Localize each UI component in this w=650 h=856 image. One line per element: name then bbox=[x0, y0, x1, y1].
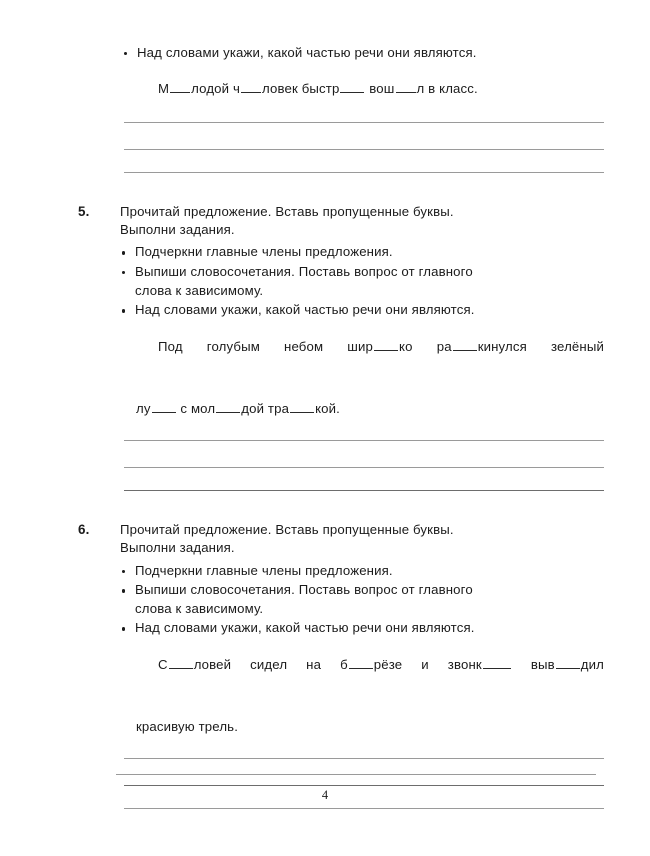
task-label-line-1: Выпиши словосочетания. Поставь вопрос от главного bbox=[135, 582, 473, 598]
spacer bbox=[78, 173, 604, 203]
blank-field[interactable] bbox=[340, 81, 364, 93]
spacer bbox=[78, 491, 604, 521]
exercise-6-sentence-line-2 bbox=[136, 711, 604, 742]
exercise-6-task-list bbox=[78, 562, 604, 638]
exercise-instruction-line-2: Выполни задания. bbox=[120, 222, 235, 237]
exercise-5-sentence-line-1 bbox=[136, 331, 604, 393]
task-label: Над словами укажи, какой частью речи они являются. bbox=[135, 620, 475, 636]
blank-field[interactable] bbox=[349, 657, 373, 669]
spacer bbox=[78, 123, 604, 149]
task-label: Подчеркни главные члены предложения. bbox=[135, 244, 393, 260]
sentence-segment: Под голубым небом шир bbox=[158, 338, 374, 354]
blank-field[interactable] bbox=[169, 657, 193, 669]
exercise-5-sentence bbox=[78, 331, 604, 424]
sentence-segment: с мол bbox=[176, 400, 216, 416]
blank-field[interactable] bbox=[290, 401, 314, 413]
blank-field[interactable] bbox=[396, 81, 416, 93]
footer-divider bbox=[116, 774, 596, 775]
page-number: 4 bbox=[321, 788, 329, 802]
sentence-segment: л в класс. bbox=[416, 80, 478, 96]
spacer bbox=[78, 441, 604, 467]
spacer bbox=[78, 63, 604, 73]
sentence-segment: М bbox=[158, 80, 170, 96]
spacer bbox=[78, 424, 604, 440]
exercise-5-task-list bbox=[78, 243, 604, 319]
task-item bbox=[122, 301, 604, 320]
sentence-segment: вош bbox=[365, 80, 395, 96]
lead-task-list bbox=[78, 44, 604, 63]
answer-rule-line[interactable] bbox=[124, 172, 604, 173]
sentence-segment: кинулся зелёный bbox=[477, 338, 604, 354]
lead-answer-rules bbox=[78, 122, 604, 173]
blank-field[interactable] bbox=[170, 81, 190, 93]
answer-rule-line[interactable] bbox=[124, 490, 604, 491]
exercise-6-sentence bbox=[78, 649, 604, 742]
lead-sentence bbox=[78, 73, 604, 104]
blank-field[interactable] bbox=[453, 339, 477, 351]
lead-task-item bbox=[124, 44, 604, 63]
spacer bbox=[78, 759, 604, 785]
sentence-segment: дил bbox=[580, 656, 604, 672]
task-label: Подчеркни главные члены предложения. bbox=[135, 562, 393, 578]
task-label-line-2: слова к зависимому. bbox=[135, 282, 264, 298]
lead-fragment bbox=[78, 44, 604, 173]
exercise-5-answer-rules bbox=[78, 440, 604, 491]
spacer bbox=[78, 639, 604, 649]
sentence-segment: дой тра bbox=[241, 400, 290, 416]
task-label: Над словами укажи, какой частью речи они являются. bbox=[135, 302, 475, 318]
exercise-instruction-line-1: Прочитай предложение. Вставь пропущенные буквы. bbox=[120, 521, 454, 537]
blank-field[interactable] bbox=[241, 81, 261, 93]
exercise-5 bbox=[78, 203, 604, 491]
blank-field[interactable] bbox=[374, 339, 398, 351]
sentence-segment: выв bbox=[511, 656, 555, 672]
exercise-6 bbox=[78, 521, 604, 809]
task-item bbox=[122, 581, 604, 618]
sentence-segment: ко ра bbox=[399, 338, 452, 354]
task-item bbox=[122, 562, 604, 581]
task-label-line-2: слова к зависимому. bbox=[135, 600, 264, 616]
blank-field[interactable] bbox=[216, 401, 240, 413]
sentence-segment: ловей сидел на б bbox=[193, 656, 348, 672]
exercise-number: 6. bbox=[78, 521, 90, 537]
sentence-segment: С bbox=[158, 656, 168, 672]
sentence-segment: лодой ч bbox=[191, 80, 241, 96]
lead-task-label: Над словами укажи, какой частью речи они являются. bbox=[137, 45, 477, 60]
task-item bbox=[122, 243, 604, 262]
spacer bbox=[78, 104, 604, 122]
spacer bbox=[78, 321, 604, 331]
blank-field[interactable] bbox=[152, 401, 176, 413]
blank-field[interactable] bbox=[556, 657, 580, 669]
exercise-instruction-line-2: Выполни задания. bbox=[120, 540, 235, 556]
task-label-line-1: Выпиши словосочетания. Поставь вопрос от главного bbox=[135, 264, 473, 279]
sentence-segment: рёзе и звонк bbox=[373, 656, 482, 672]
blank-field[interactable] bbox=[483, 657, 511, 669]
sentence-segment: лу bbox=[136, 400, 151, 416]
exercise-number: 5. bbox=[78, 203, 90, 219]
task-item bbox=[122, 619, 604, 638]
content-column bbox=[78, 44, 604, 809]
exercise-instruction-line-1: Прочитай предложение. Вставь пропущенные буквы. bbox=[120, 203, 454, 219]
exercise-5-sentence-line-2 bbox=[136, 393, 604, 424]
exercise-5-heading bbox=[78, 203, 604, 240]
spacer bbox=[78, 150, 604, 172]
lead-sentence-line-1 bbox=[136, 73, 604, 104]
spacer bbox=[78, 742, 604, 758]
sentence-segment: кой. bbox=[315, 400, 340, 416]
exercise-6-heading bbox=[78, 521, 604, 558]
sentence-segment: ловек быстр bbox=[262, 80, 340, 96]
exercise-6-sentence-line-1 bbox=[136, 649, 604, 711]
answer-rule-line[interactable] bbox=[124, 808, 604, 809]
task-item bbox=[122, 263, 604, 300]
spacer bbox=[78, 468, 604, 490]
sentence-segment: красивую трель. bbox=[136, 718, 239, 734]
